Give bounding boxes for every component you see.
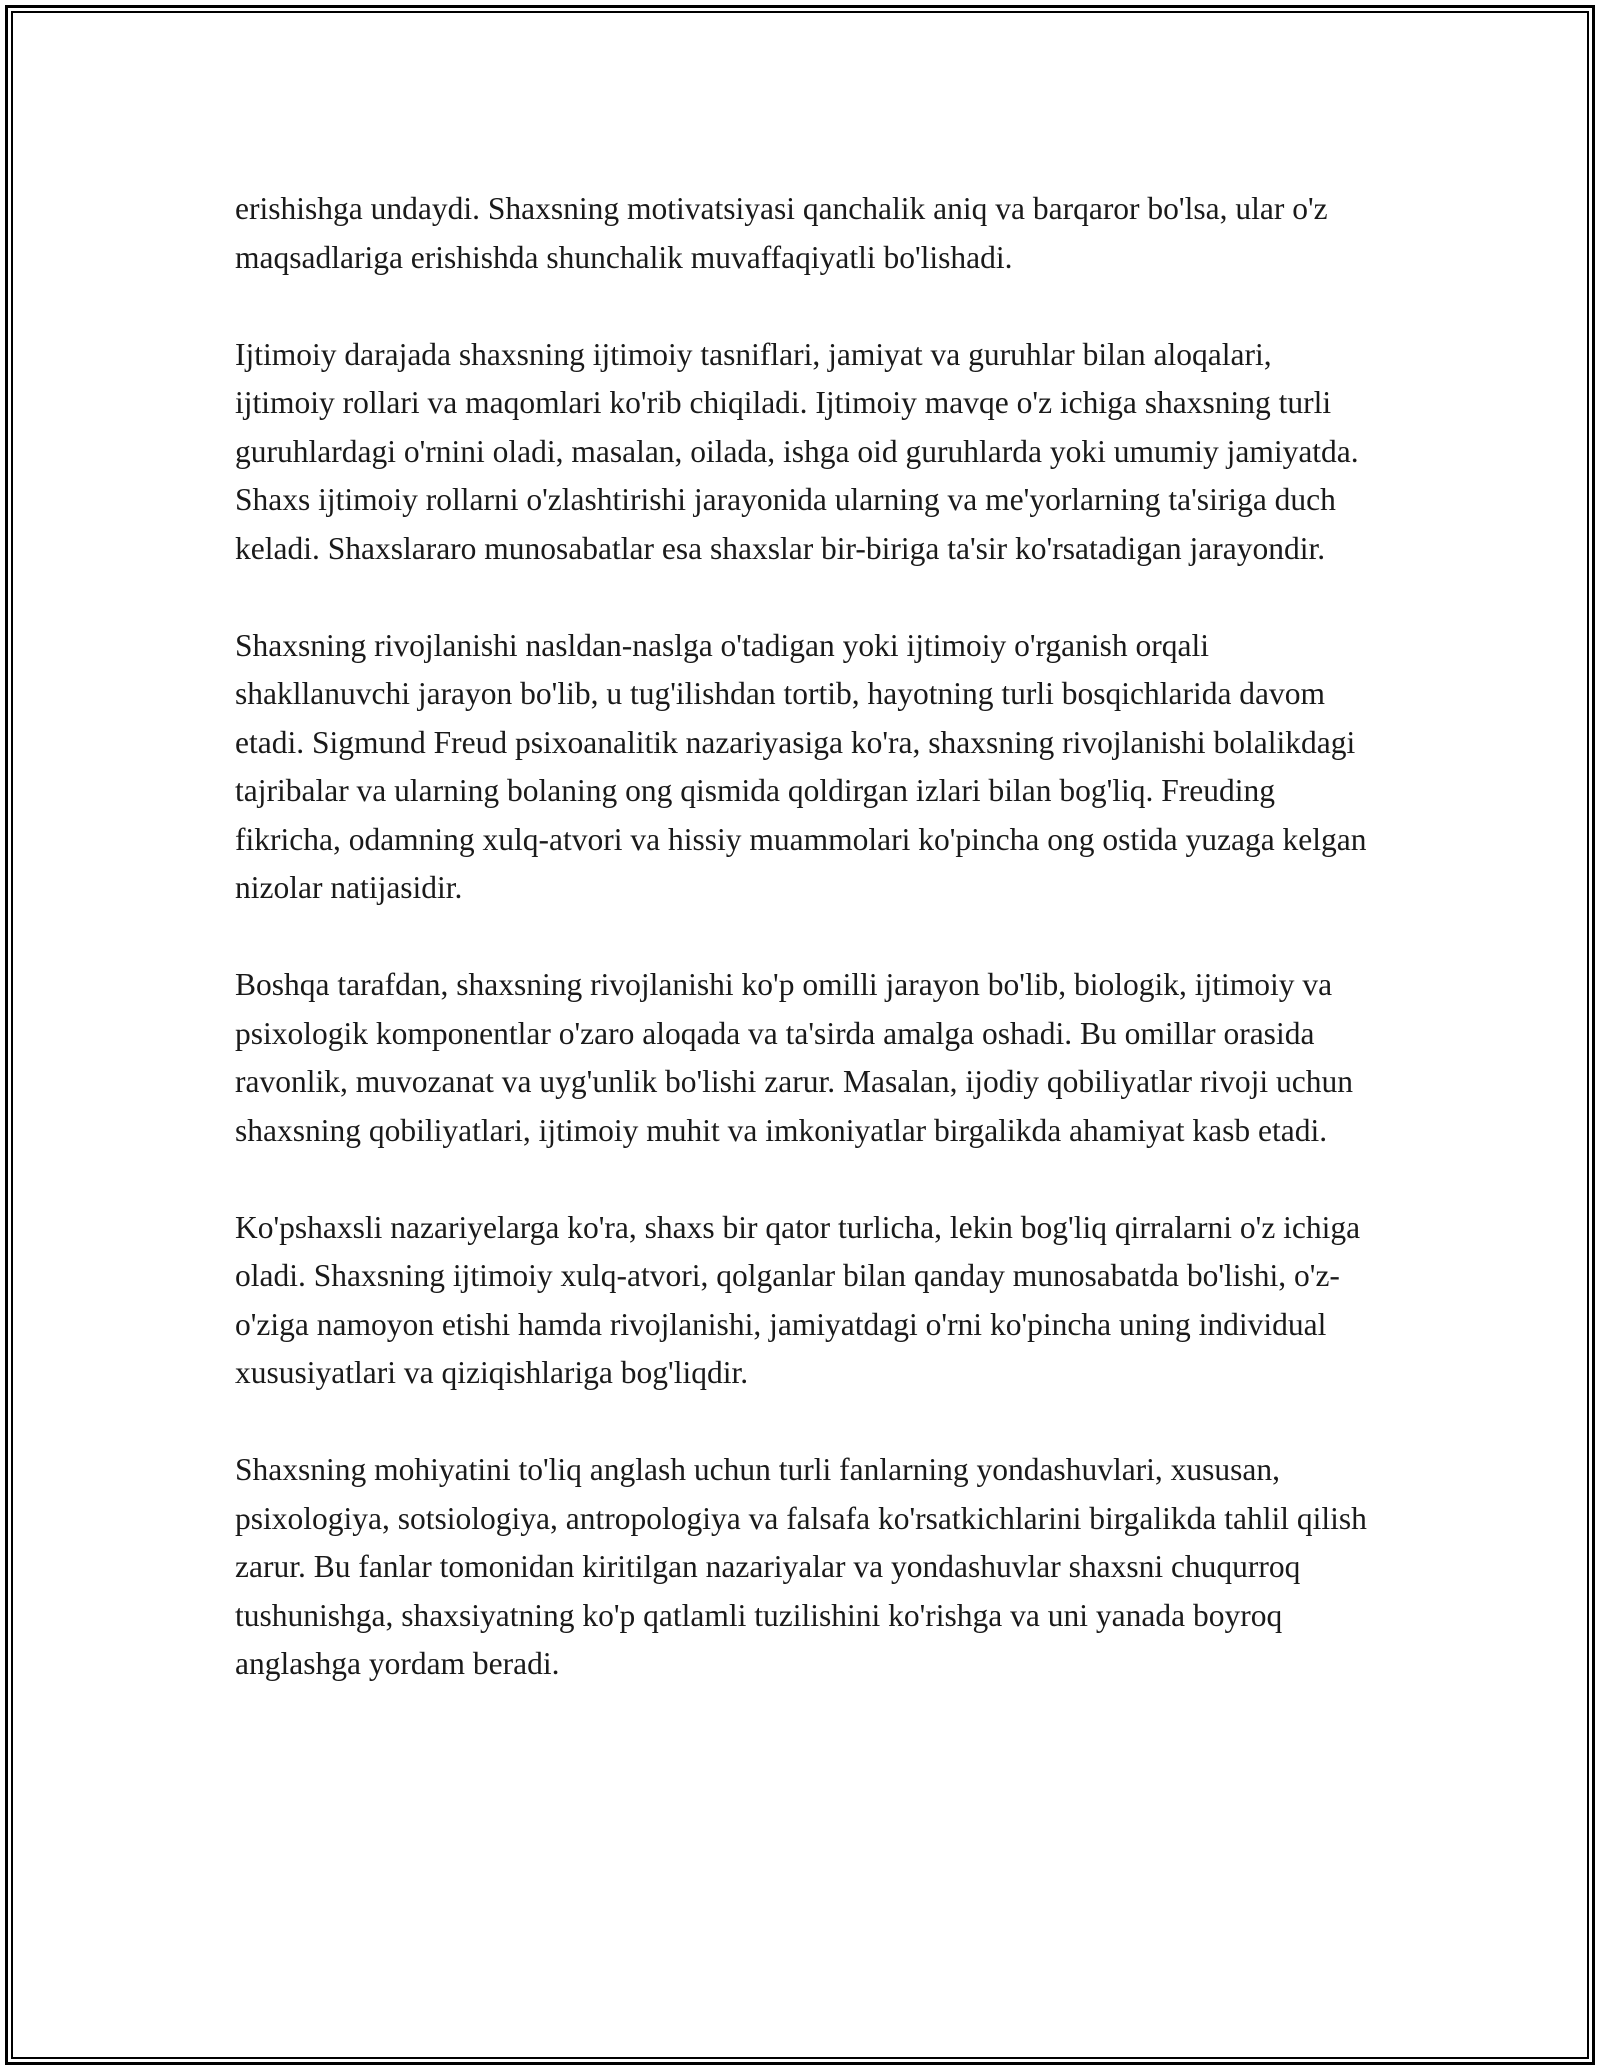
paragraph-6: Shaxsning mohiyatini to'liq anglash uchun turli fanlarning yondashuvlari, xususan, psixologiya, sotsiologiya, antropologiya va falsafa ko'rsatkichlarini birgalikda tahlil qilish zarur. Bu fanlar tomonidan kiritilgan nazariyalar va yondashuvlar shaxsni chuqurroq tushunishga, shaxsiyatning ko'p qatlamli tuzilishini ko'rishga va uni yanada boyroq anglashga yordam beradi. <box>235 1452 1367 1681</box>
paragraph-5: Ko'pshaxsli nazariyelarga ko'ra, shaxs bir qator turlicha, lekin bog'liq qirralarni o'z ichiga oladi. Shaxsning ijtimoiy xulq-atvori, qolganlar bilan qanday munosabatda bo'lishi, o'z-o'ziga namoyon etishi hamda rivojlanishi, jamiyatdagi o'rni ko'pincha uning individual xususiyatlari va qiziqishlariga bog'liqdir. <box>235 1209 1361 1390</box>
paragraph-1: erishishga undaydi. Shaxsning motivatsiyasi qanchalik aniq va barqaror bo'lsa, ular o'z maqsadlariga erishishda shunchalik muvaffaqiyatli bo'lishadi. <box>235 191 1328 275</box>
document-body <box>235 185 1375 1689</box>
paragraph-4: Boshqa tarafdan, shaxsning rivojlanishi ko'p omilli jarayon bo'lib, biologik, ijtimoiy va psixologik komponentlar o'zaro aloqada va ta'sirda amalga oshadi. Bu omillar orasida ravonlik, muvozanat va uyg'unlik bo'lishi zarur. Masalan, ijodiy qobiliyatlar rivoji uchun shaxsning qobiliyatlari, ijtimoiy muhit va imkoniyatlar birgalikda ahamiyat kasb etadi. <box>235 967 1354 1148</box>
paragraph-2: Ijtimoiy darajada shaxsning ijtimoiy tasniflari, jamiyat va guruhlar bilan aloqalari, ijtimoiy rollari va maqomlari ko'rib chiqiladi. Ijtimoiy mavqe o'z ichiga shaxsning turli guruhlardagi o'rnini oladi, masalan, oilada, ishga oid guruhlarda yoki umumiy jamiyatda. Shaxs ijtimoiy rollarni o'zlashtirishi jarayonida ularning va me'yorlarning ta'siriga duch keladi. Shaxslararo munosabatlar esa shaxslar bir-biriga ta'sir ko'rsatadigan jarayondir. <box>235 336 1359 566</box>
paragraph-3: Shaxsning rivojlanishi nasldan-naslga o'tadigan yoki ijtimoiy o'rganish orqali shakllanuvchi jarayon bo'lib, u tug'ilishdan tortib, hayotning turli bosqichlarida davom etadi. Sigmund Freud psixoanalitik nazariyasiga ko'ra, shaxsning rivojlanishi bolalikdagi tajribalar va ularning bolaning ong qismida qoldirgan izlari bilan bog'liq. Freuding fikricha, odamning xulq-atvori va hissiy muammolari ko'pincha ong ostida yuzaga kelgan nizolar natijasidir. <box>235 627 1367 905</box>
